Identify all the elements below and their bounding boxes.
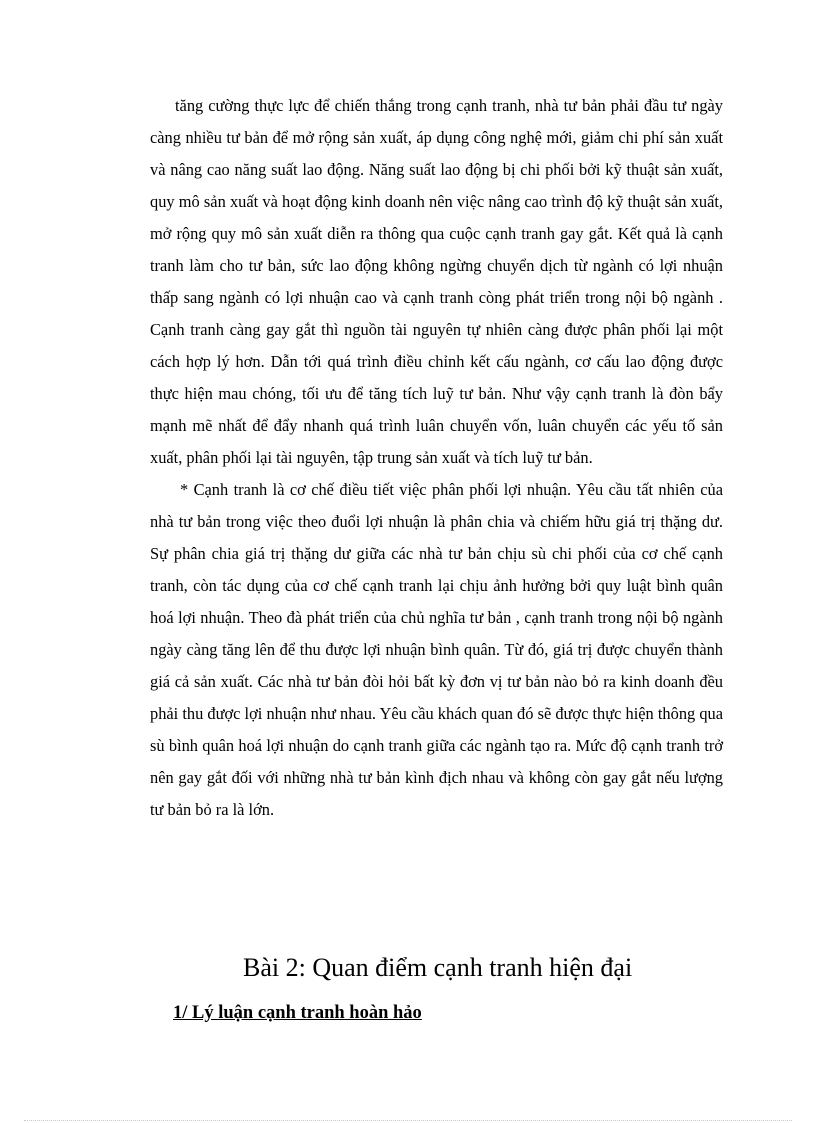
chapter-title: Bài 2: Quan điểm cạnh tranh hiện đại	[243, 953, 633, 982]
body-text	[150, 90, 723, 826]
paragraph-1: tăng cường thực lực để chiến thắng trong cạnh tranh, nhà tư bản phải đầu tư ngày càng nhiều tư bản để mở rộng sản xuất, áp dụng công nghệ mới, giảm chi phí sản xuất và nâng cao năng suất lao động. Năng suất lao động bị chi phối bởi kỹ thuật sản xuất, quy mô sản xuất và hoạt động kinh doanh nên việc nâng cao trình độ kỹ thuật sản xuất, mở rộng quy mô sản xuất diễn ra thông qua cuộc cạnh tranh gay gắt. Kết quả là cạnh tranh làm cho tư bản, sức lao động không ngừng chuyển dịch từ ngành có lợi nhuận thấp sang ngành có lợi nhuận cao và cạnh tranh còng phát triển trong nội bộ ngành . Cạnh tranh càng gay gắt thì nguồn tài nguyên tự nhiên càng được phân phối lại một cách hợp lý hơn. Dẫn tới quá trình điều chỉnh kết cấu ngành, cơ cấu lao động được thực hiện mau chóng, tối ưu để tăng tích luỹ tư bản. Như vậy cạnh tranh là đòn bẩy mạnh mẽ nhất để đẩy nhanh quá trình luân chuyển vốn, luân chuyển các yếu tố sản xuất, phân phối lại tài nguyên, tập trung sản xuất và tích luỹ tư bản.	[150, 96, 723, 467]
page-bottom-rule	[24, 1120, 792, 1121]
paragraph-2: * Cạnh tranh là cơ chế điều tiết việc phân phối lợi nhuận. Yêu cầu tất nhiên của nhà tư bản trong việc theo đuổi lợi nhuận là phân chia và chiếm hữu giá trị thặng dư. Sự phân chia giá trị thặng dư giữa các nhà tư bản chịu sù chi phối của cơ chế cạnh tranh, còn tác dụng của cơ chế cạnh tranh lại chịu ảnh hưởng bởi quy luật bình quân hoá lợi nhuận. Theo đà phát triển của chủ nghĩa tư bản , cạnh tranh trong nội bộ ngành ngày càng tăng lên để thu được lợi nhuận bình quân. Từ đó, giá trị được chuyển thành giá cả sản xuất. Các nhà tư bản đòi hỏi bất kỳ đơn vị tư bản nào bỏ ra kinh doanh đều phải thu được lợi nhuận như nhau. Yêu cầu khách quan đó sẽ được thực hiện thông qua sù bình quân hoá lợi nhuận do cạnh tranh giữa các ngành tạo ra. Mức độ cạnh tranh trở nên gay gắt đối với những nhà tư bản kình địch nhau và không còn gay gắt nếu lượng tư bản bỏ ra là lớn.	[150, 480, 723, 819]
section-heading: 1/ Lý luận cạnh tranh hoàn hảo	[173, 1003, 422, 1023]
